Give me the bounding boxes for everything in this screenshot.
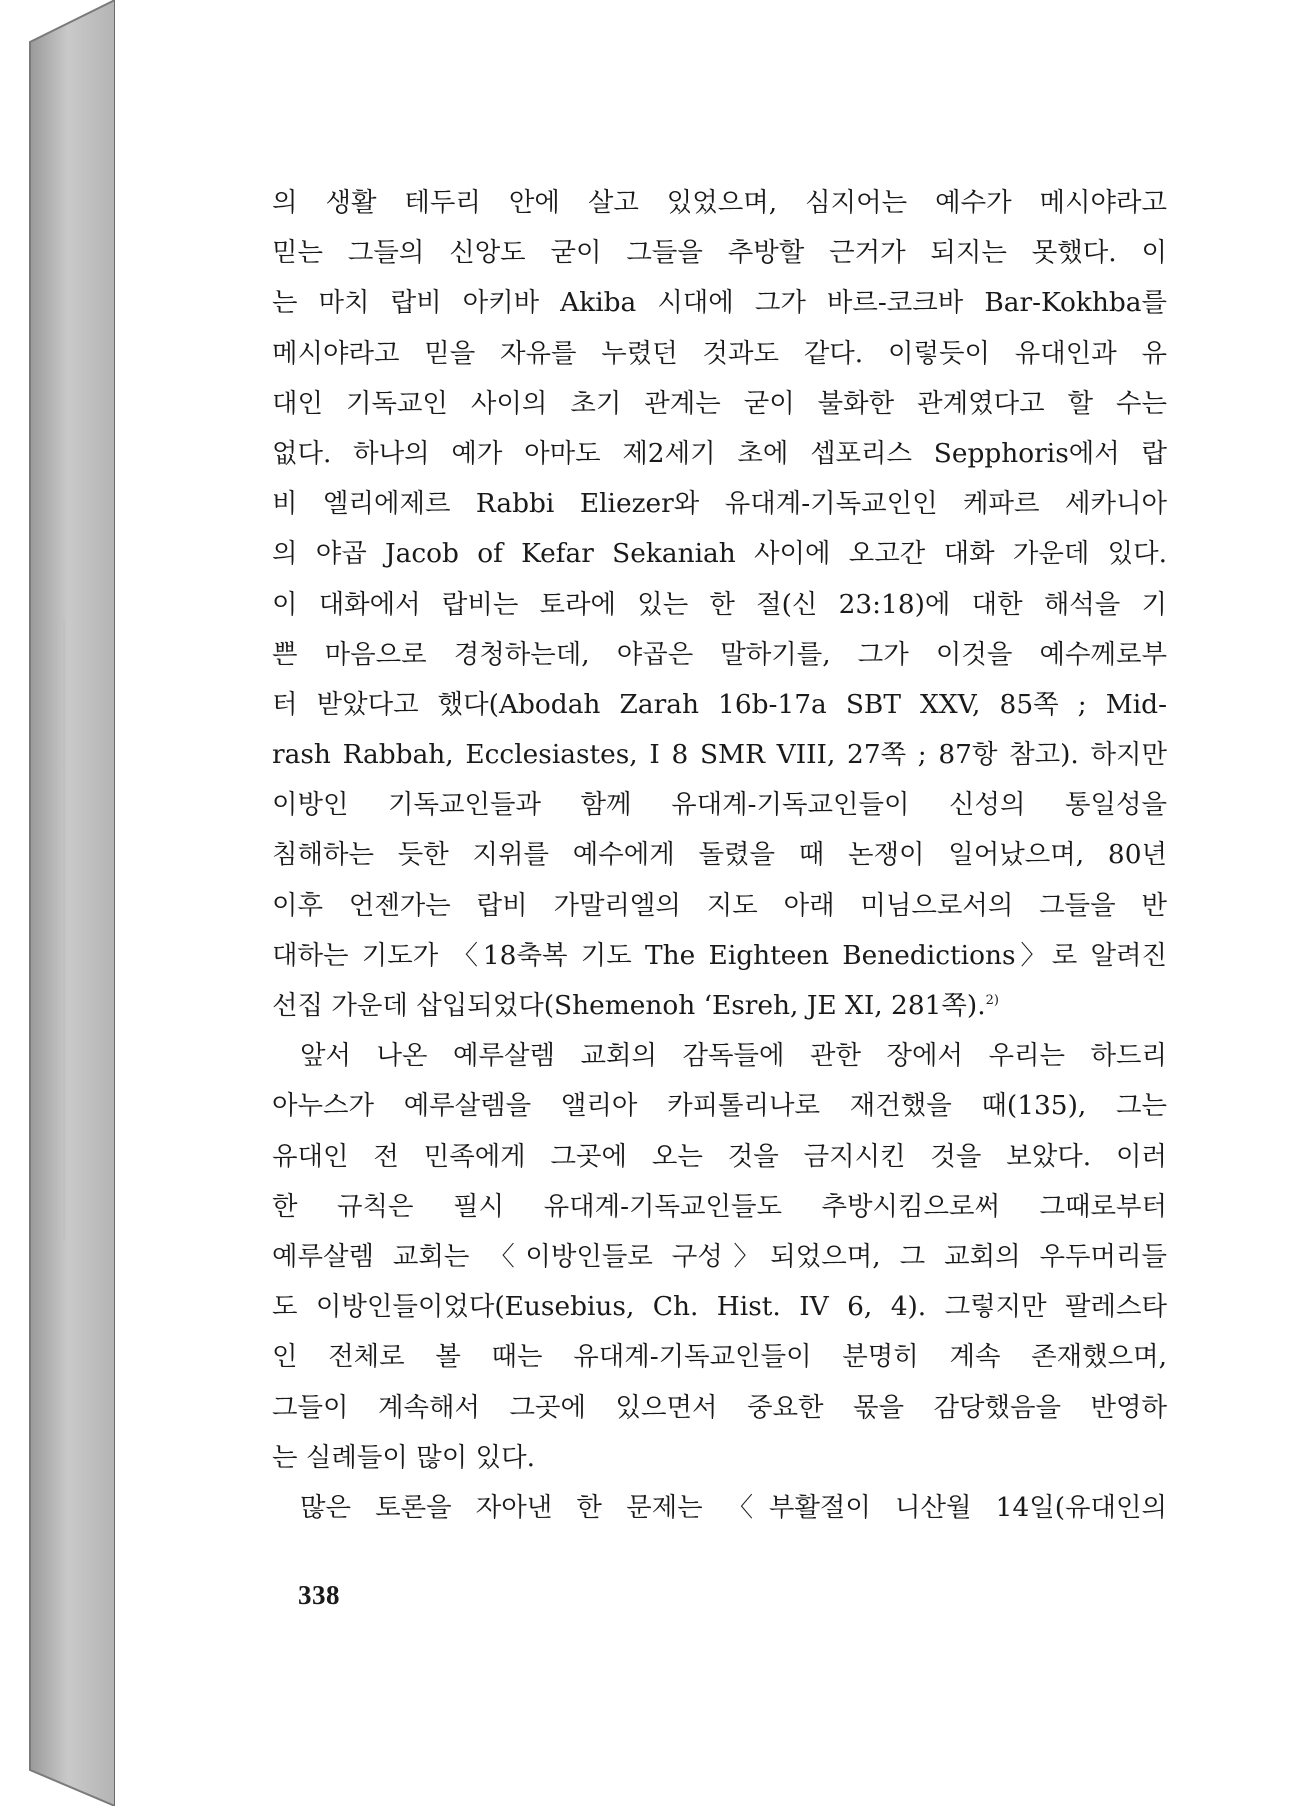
book-spine bbox=[30, 0, 115, 1806]
text-line: 는 실례들이 많이 있다. bbox=[272, 1441, 535, 1473]
text-line: 도 이방인들이었다(Eusebius, Ch. Hist. IV 6, 4). 그렇지만 팔레스타 bbox=[272, 1291, 1167, 1323]
text-line: 없다. 하나의 예가 아마도 제2세기 초에 셉포리스 Sepphoris에서 랍 bbox=[272, 437, 1167, 469]
text-line: 아누스가 예루살렘을 앨리아 카피톨리나로 재건했을 때(135), 그는 bbox=[272, 1090, 1167, 1122]
text-line: 인 전체로 볼 때는 유대계-기독교인들이 분명히 계속 존재했으며, bbox=[272, 1341, 1167, 1373]
text-line: 믿는 그들의 신앙도 굳이 그들을 추방할 근거가 되지는 못했다. 이 bbox=[272, 237, 1167, 269]
text-line: 터 받았다고 했다(Abodah Zarah 16b-17a SBT XXV, 85쪽 ; Mid- bbox=[272, 688, 1167, 720]
text-line: 의 생활 테두리 안에 살고 있었으며, 심지어는 예수가 메시야라고 bbox=[272, 187, 1167, 218]
text-line: 비 엘리에제르 Rabbi Eliezer와 유대계-기독교인인 케파르 세카니아 bbox=[272, 488, 1167, 520]
text-line: 의 야곱 Jacob of Kefar Sekaniah 사이에 오고간 대화 가운데 있다. bbox=[272, 538, 1167, 570]
text-line-with-footnote bbox=[272, 981, 1167, 1031]
page-number: 338 bbox=[298, 1580, 340, 1610]
text-line: 대인 기독교인 사이의 초기 관계는 굳이 불화한 관계였다고 할 수는 bbox=[272, 387, 1167, 419]
text-line: 예루살렘 교회는 〈이방인들로 구성〉되었으며, 그 교회의 우두머리들 bbox=[272, 1240, 1167, 1272]
text-line: 그들이 계속해서 그곳에 있으면서 중요한 몫을 감당했음을 반영하 bbox=[272, 1391, 1167, 1423]
text-line: 많은 토론을 자아낸 한 문제는 〈부활절이 니산월 14일(유대인의 bbox=[300, 1491, 1167, 1523]
text-line: 메시야라고 믿을 자유를 누렸던 것과도 같다. 이렇듯이 유대인과 유 bbox=[272, 337, 1167, 369]
text-line: 이 대화에서 랍비는 토라에 있는 한 절(신 23:18)에 대한 해석을 기 bbox=[272, 588, 1167, 620]
text-line: rash Rabbah, Ecclesiastes, I 8 SMR VIII, 27쪽 ; 87항 참고). 하지만 bbox=[272, 739, 1167, 771]
text-line: 는 마치 랍비 아키바 Akiba 시대에 그가 바르-코크바 Bar-Kokhba를 bbox=[272, 287, 1167, 319]
text-line: 앞서 나온 예루살렘 교회의 감독들에 관한 장에서 우리는 하드리 bbox=[300, 1040, 1167, 1072]
text-line: 한 규칙은 필시 유대계-기독교인들도 추방시킴으로써 그때로부터 bbox=[272, 1190, 1167, 1222]
text-line: 이후 언젠가는 랍비 가말리엘의 지도 아래 미님으로서의 그들을 반 bbox=[272, 889, 1167, 921]
text-line: 대하는 기도가 〈18축복 기도 The Eighteen Benedictions〉로 알려진 bbox=[272, 939, 1167, 971]
text-line: 유대인 전 민족에게 그곳에 오는 것을 금지시킨 것을 보았다. 이러 bbox=[272, 1140, 1167, 1172]
text-line-content: 선집 가운데 삽입되었다(Shemenoh ‘Esreh, JE XI, 281쪽). bbox=[272, 990, 986, 1021]
text-line: 침해하는 듯한 지위를 예수에게 돌렸을 때 논쟁이 일어났으며, 80년 bbox=[272, 839, 1167, 871]
text-line: 이방인 기독교인들과 함께 유대계-기독교인들이 신성의 통일성을 bbox=[272, 789, 1167, 821]
body-text bbox=[272, 178, 1167, 1533]
footnote-marker: 2) bbox=[985, 993, 999, 1009]
text-line: 쁜 마음으로 경청하는데, 야곱은 말하기를, 그가 이것을 예수께로부 bbox=[272, 638, 1167, 670]
